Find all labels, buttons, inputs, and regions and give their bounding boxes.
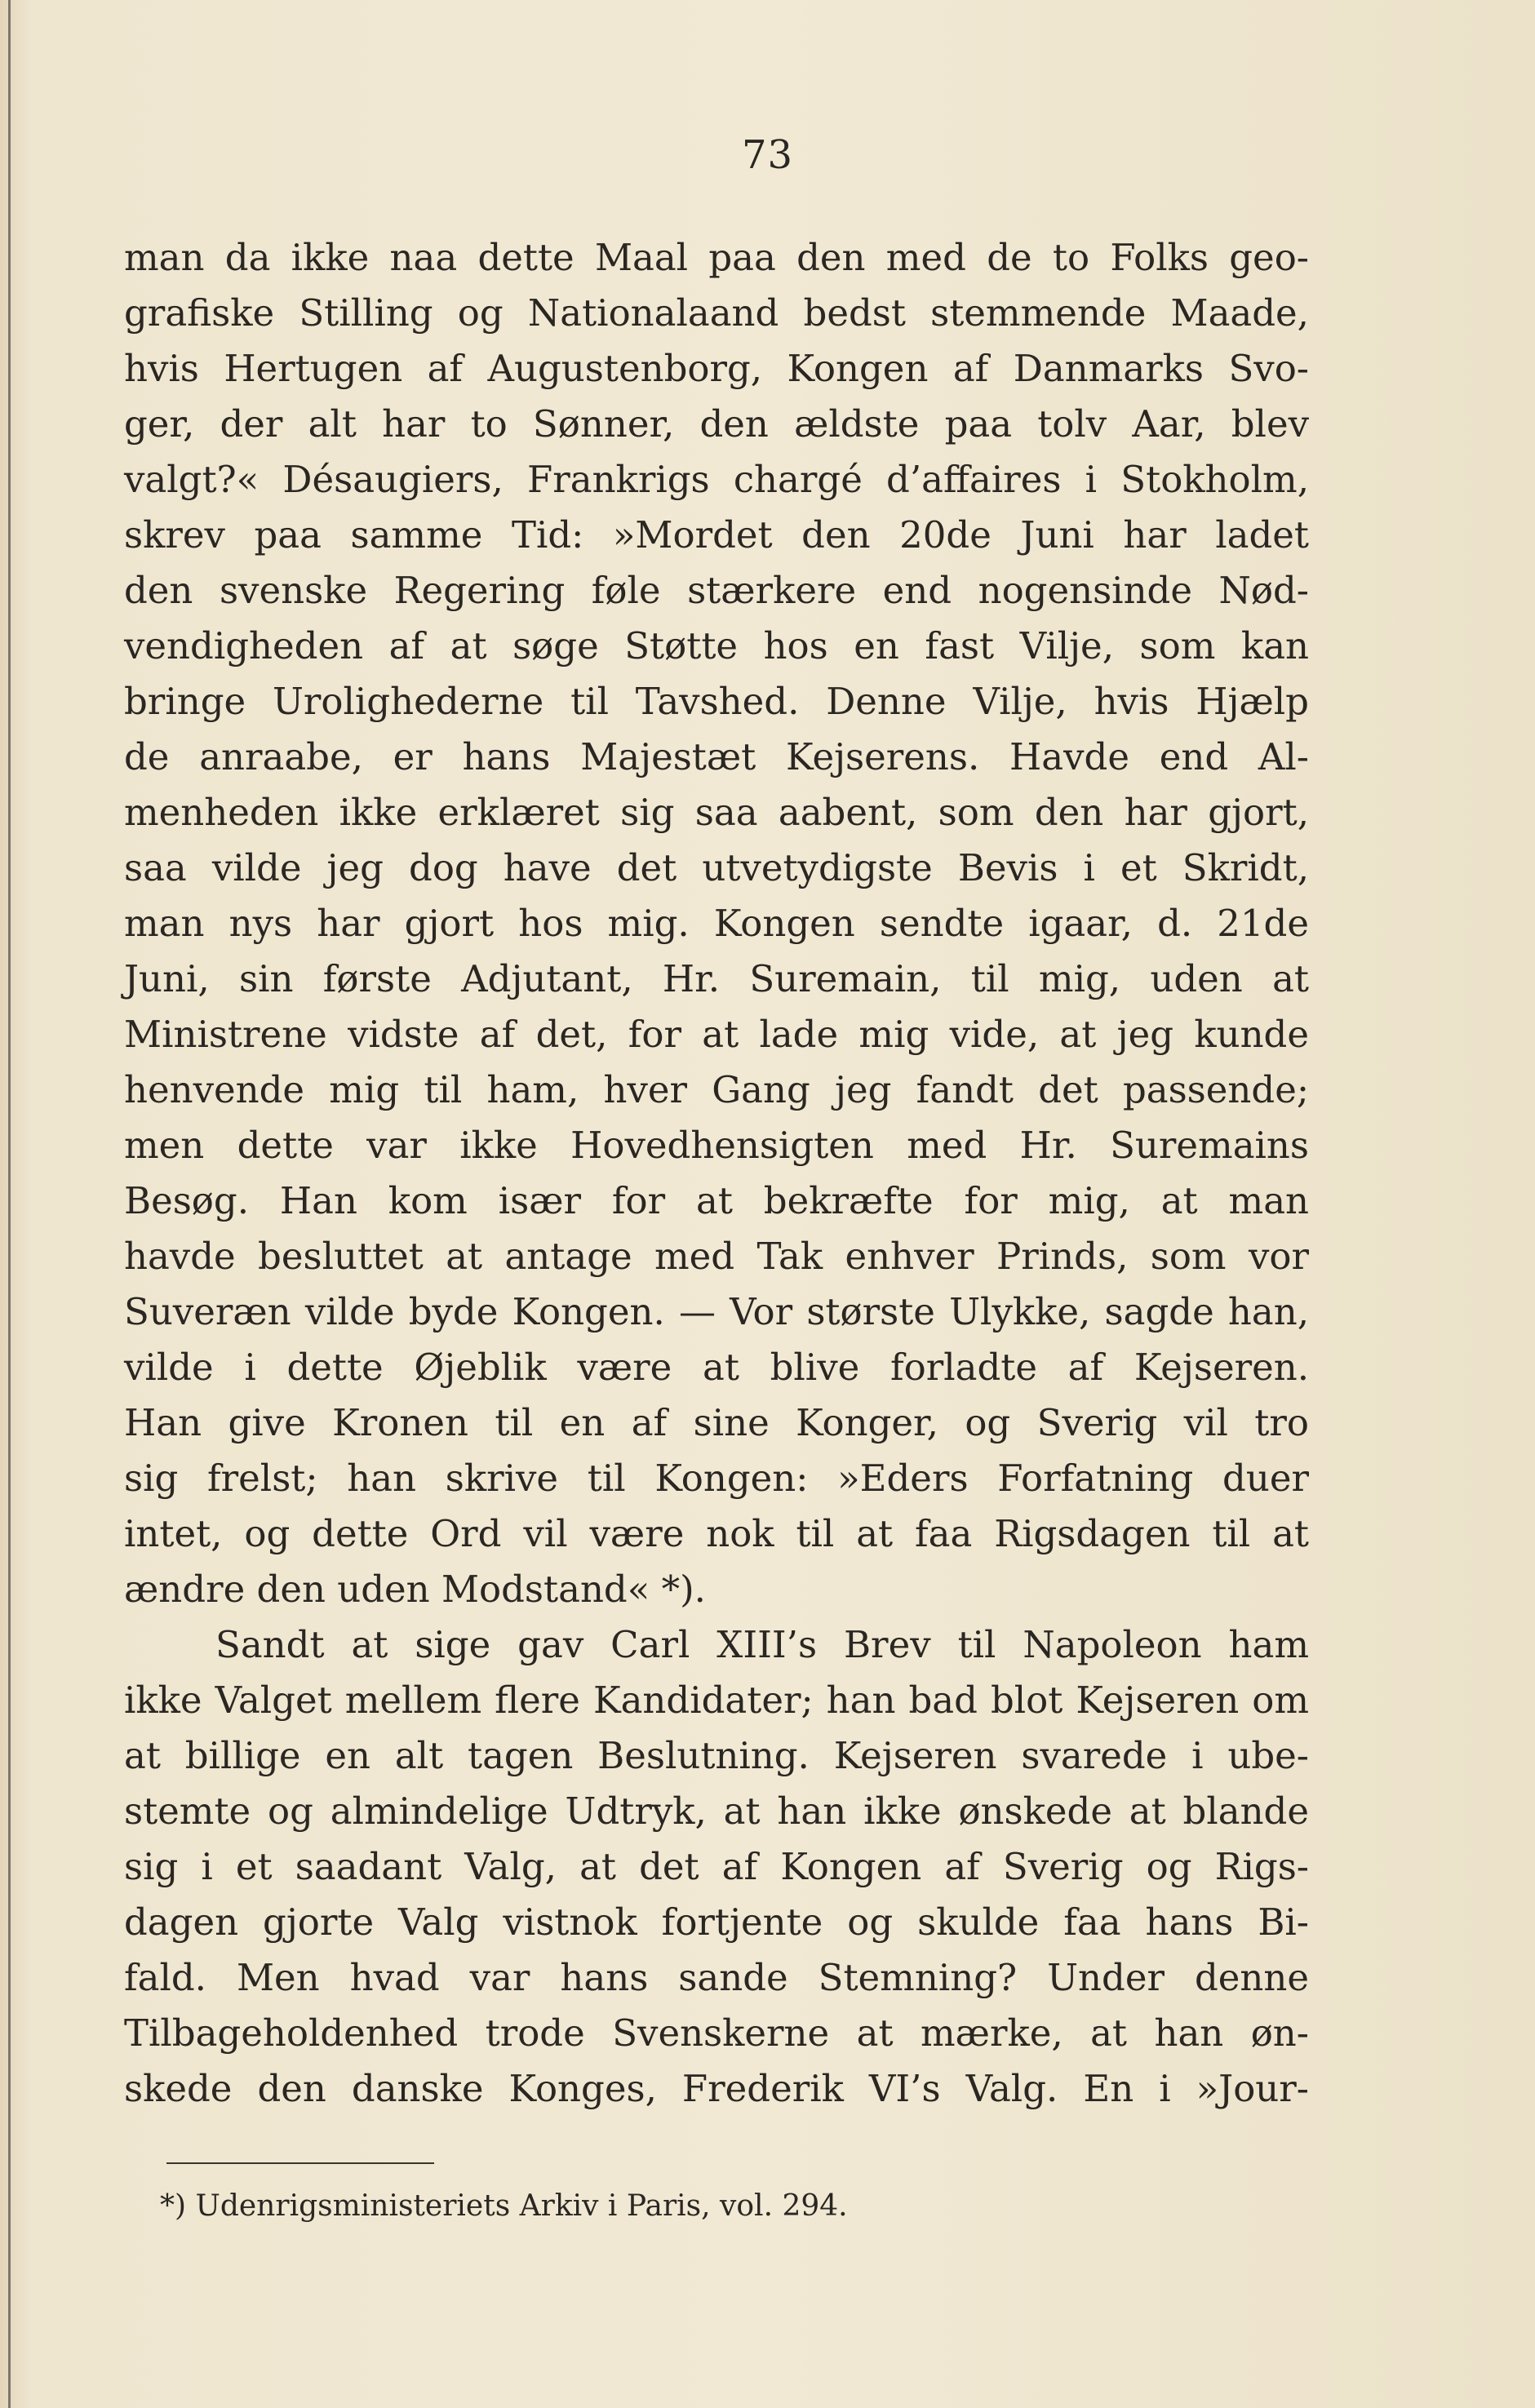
text-line: fald. Men hvad var hans sande Stemning? Under denne [124,1956,1309,1999]
text-line: saa vilde jeg dog have det utvetydigste Bevis i et Skridt, [124,846,1309,889]
text-line: henvende mig til ham, hver Gang jeg fandt det passende; [124,1068,1309,1111]
text-line: ikke Valget mellem flere Kandidater; han bad blot Kejseren om [124,1679,1309,1722]
text-line: havde besluttet at antage med Tak enhver Prinds, som vor [124,1235,1309,1278]
text-line: hvis Hertugen af Augustenborg, Kongen af Danmarks Svo- [124,347,1309,390]
text-line: den svenske Regering føle stærkere end nogensinde Nød- [124,569,1309,612]
body-text [124,230,1309,2117]
text-line: dagen gjorte Valg vistnok fortjente og skulde faa hans Bi- [124,1900,1309,1944]
text-line: man nys har gjort hos mig. Kongen sendte igaar, d. 21de [124,902,1309,945]
text-line: sig i et saadant Valg, at det af Kongen af Sverig og Rigs- [124,1845,1309,1888]
text-line: men dette var ikke Hovedhensigten med Hr. Suremains [124,1124,1309,1167]
paragraph-end-line: ændre den uden Modstand« *). [124,1568,706,1611]
text-line: valgt?« Désaugiers, Frankrigs chargé d’affaires i Stokholm, [124,458,1309,501]
text-line: vendigheden af at søge Støtte hos en fast Vilje, som kan [124,624,1309,667]
page-number: 73 [741,132,794,178]
text-line: intet, og dette Ord vil være nok til at faa Rigsdagen til at [124,1512,1309,1555]
text-line: at billige en alt tagen Beslutning. Kejseren svarede i ube- [124,1734,1309,1777]
text-line: Suveræn vilde byde Kongen. — Vor største Ulykke, sagde han, [124,1290,1309,1333]
text-line: Ministrene vidste af det, for at lade mig vide, at jeg kunde [124,1013,1309,1056]
text-line: bringe Urolighederne til Tavshed. Denne Vilje, hvis Hjælp [124,680,1309,723]
text-line: skede den danske Konges, Frederik VI’s Valg. En i »Jour- [124,2067,1309,2110]
text-line: Besøg. Han kom især for at bekræfte for mig, at man [124,1179,1309,1222]
footnote: *) Udenrigsministeriets Arkiv i Paris, vol. 294. [160,2189,848,2223]
text-line: de anraabe, er hans Majestæt Kejserens. Havde end Al- [124,735,1309,778]
paragraph-start-line: Sandt at sige gav Carl XIII’s Brev til Napoleon ham [215,1623,1309,1666]
text-line: stemte og almindelige Udtryk, at han ikke ønskede at blande [124,1789,1309,1833]
text-line: ger, der alt har to Sønner, den ældste paa tolv Aar, blev [124,402,1309,446]
text-line: menheden ikke erklæret sig saa aabent, som den har gjort, [124,791,1309,834]
text-line: man da ikke naa dette Maal paa den med de to Folks geo- [124,236,1309,279]
page-edge-line [8,0,11,2408]
text-line: Han give Kronen til en af sine Konger, og Sverig vil tro [124,1401,1309,1444]
footnote-divider [166,2162,434,2164]
text-line: Tilbageholdenhed trode Svenskerne at mærke, at han øn- [124,2011,1309,2055]
text-line: skrev paa samme Tid: »Mordet den 20de Juni har ladet [124,513,1309,557]
text-line: Juni, sin første Adjutant, Hr. Suremain, til mig, uden at [124,957,1309,1000]
text-line: vilde i dette Øjeblik være at blive forladte af Kejseren. [124,1346,1309,1389]
text-line: grafiske Stilling og Nationalaand bedst stemmende Maade, [124,291,1309,335]
text-line: sig frelst; han skrive til Kongen: »Eders Forfatning duer [124,1457,1309,1500]
